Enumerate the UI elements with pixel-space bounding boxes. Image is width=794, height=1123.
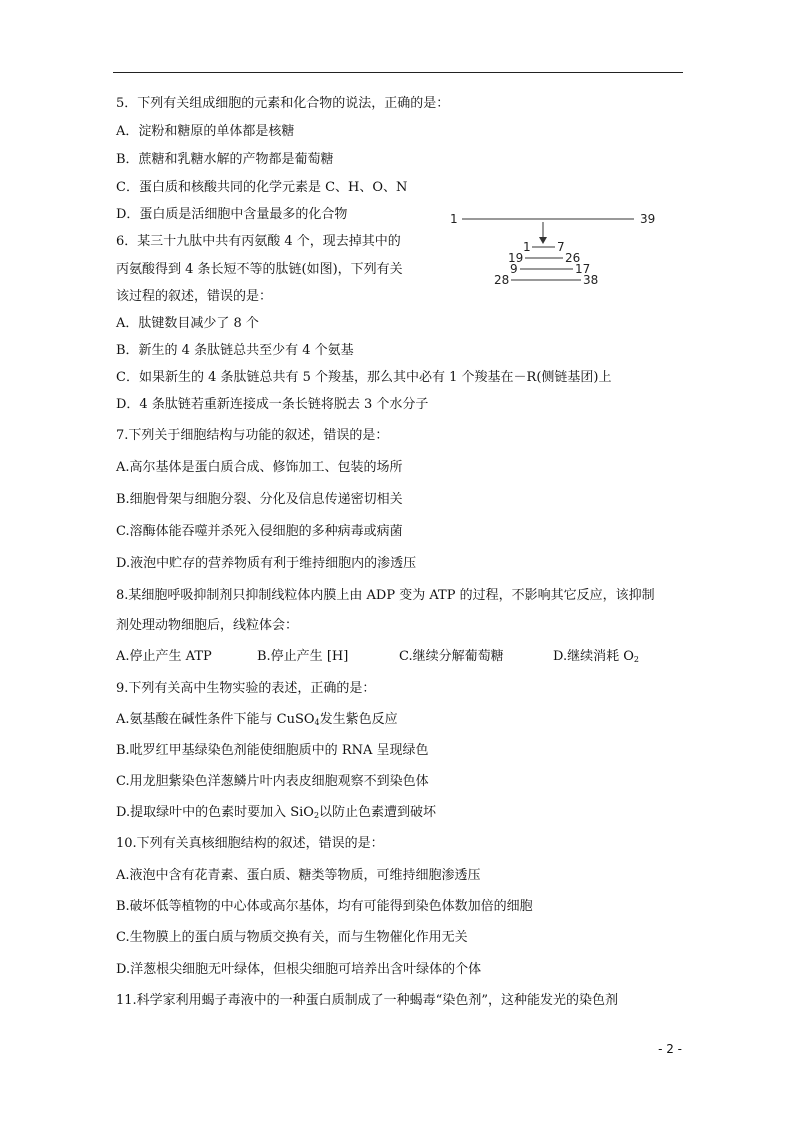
diagram-chain2-end: 26 <box>565 251 581 265</box>
question-8-option-d-text: D.继续消耗 O <box>553 649 634 664</box>
question-7-stem: 7.下列关于细胞结构与功能的叙述，错误的是： <box>116 428 389 443</box>
page-number: - 2 - <box>658 1042 682 1056</box>
diagram-chain1-start: 1 <box>523 240 531 254</box>
diagram-top-end: 39 <box>640 212 656 226</box>
question-8-option-d <box>553 649 639 668</box>
question-6-stem-line-2: 丙氨酸得到 4 条长短不等的肽链(如图)，下列有关 <box>116 262 403 277</box>
question-10-option-c: C.生物膜上的蛋白质与物质交换有关，而与生物催化作用无关 <box>116 930 468 945</box>
diagram-chain4-start: 28 <box>494 273 510 287</box>
question-9-option-b: B.吡罗红甲基绿染色剂能使细胞质中的 RNA 呈现绿色 <box>116 743 429 758</box>
question-9-option-d <box>116 805 436 824</box>
diagram-arrow-head <box>539 237 547 244</box>
question-8-option-b: B.停止产生 [H] <box>257 649 349 664</box>
diagram-chain4-end: 38 <box>583 273 599 287</box>
question-6-option-c: C．如果新生的 4 条肽链总共有 5 个羧基，那么其中必有 1 个羧基在－R(侧链基团)上 <box>116 370 612 385</box>
question-8-option-d-subscript: 2 <box>633 655 639 664</box>
question-7-option-c: C.溶酶体能吞噬并杀死入侵细胞的多种病毒或病菌 <box>116 524 403 539</box>
question-7-option-a: A.高尔基体是蛋白质合成、修饰加工、包装的场所 <box>116 460 403 475</box>
diagram-top-start: 1 <box>450 212 458 226</box>
question-9-option-d-subscript: 2 <box>313 811 320 820</box>
header-rule <box>113 72 683 73</box>
diagram-chain3-start: 9 <box>510 262 518 276</box>
question-7-option-d: D.液泡中贮存的营养物质有利于维持细胞内的渗透压 <box>116 556 417 571</box>
question-10-option-b: B.破坏低等植物的中心体或高尔基体，均有可能得到染色体数加倍的细胞 <box>116 899 533 914</box>
question-10-stem: 10.下列有关真核细胞结构的叙述，错误的是： <box>116 836 384 851</box>
diagram-chain3-end: 17 <box>575 262 591 276</box>
question-9-option-c: C.用龙胆紫染色洋葱鳞片叶内表皮细胞观察不到染色体 <box>116 774 429 789</box>
question-9-stem: 9.下列有关高中生物实验的表述，正确的是： <box>116 681 376 696</box>
question-6-stem-line-1: 6．某三十九肽中共有丙氨酸 4 个，现去掉其中的 <box>116 234 401 249</box>
question-5-option-d: D．蛋白质是活细胞中含量最多的化合物 <box>116 207 348 222</box>
question-10-option-a: A.液泡中含有花青素、蛋白质、糖类等物质，可维持细胞渗透压 <box>116 868 481 883</box>
peptide-chain-diagram <box>446 206 676 296</box>
question-5-option-c: C．蛋白质和核酸共同的化学元素是 C、H、O、N <box>116 180 408 195</box>
question-8-stem-line-2: 剂处理动物细胞后，线粒体会： <box>116 618 299 633</box>
question-9-option-d-pre: D.提取绿叶中的色素时要加入 SiO <box>116 805 314 820</box>
question-5-stem: 5．下列有关组成细胞的元素和化合物的说法，正确的是： <box>116 96 450 111</box>
diagram-chain1-end: 7 <box>557 240 565 254</box>
question-8-stem-line-1: 8.某细胞呼吸抑制剂只抑制线粒体内膜上由 ADP 变为 ATP 的过程，不影响其它反应，该抑制 <box>116 588 655 603</box>
question-5-option-b: B．蔗糖和乳糖水解的产物都是葡萄糖 <box>116 152 334 167</box>
question-11-stem: 11.科学家利用蝎子毒液中的一种蛋白质制成了一种蝎毒“染色剂”，这种能发光的染色剂 <box>116 993 618 1008</box>
question-9-option-a-pre: A.氨基酸在碱性条件下能与 CuSO <box>116 712 315 727</box>
question-9-option-a <box>116 712 398 731</box>
question-8-options <box>116 649 639 668</box>
question-6-option-a: A．肽键数目减少了 8 个 <box>116 316 259 331</box>
question-8-option-a: A.停止产生 ATP <box>116 649 212 664</box>
question-5-option-a: A．淀粉和糖原的单体都是核糖 <box>116 124 295 139</box>
question-9-option-a-subscript: 4 <box>314 718 320 727</box>
question-9-option-a-post: 发生紫色反应 <box>319 712 398 727</box>
question-10-option-d: D.洋葱根尖细胞无叶绿体，但根尖细胞可培养出含叶绿体的个体 <box>116 962 482 977</box>
question-7-option-b: B.细胞骨架与细胞分裂、分化及信息传递密切相关 <box>116 492 403 507</box>
question-9-option-d-post: 以防止色素遭到破坏 <box>319 805 437 820</box>
diagram-chain2-start: 19 <box>508 251 524 265</box>
question-6-stem-line-3: 该过程的叙述，错误的是： <box>116 289 273 304</box>
question-6-option-d: D．4 条肽链若重新连接成一条长链将脱去 3 个水分子 <box>116 397 429 412</box>
question-8-option-c: C.继续分解葡萄糖 <box>399 649 504 664</box>
question-6-option-b: B．新生的 4 条肽链总共至少有 4 个氨基 <box>116 343 354 358</box>
